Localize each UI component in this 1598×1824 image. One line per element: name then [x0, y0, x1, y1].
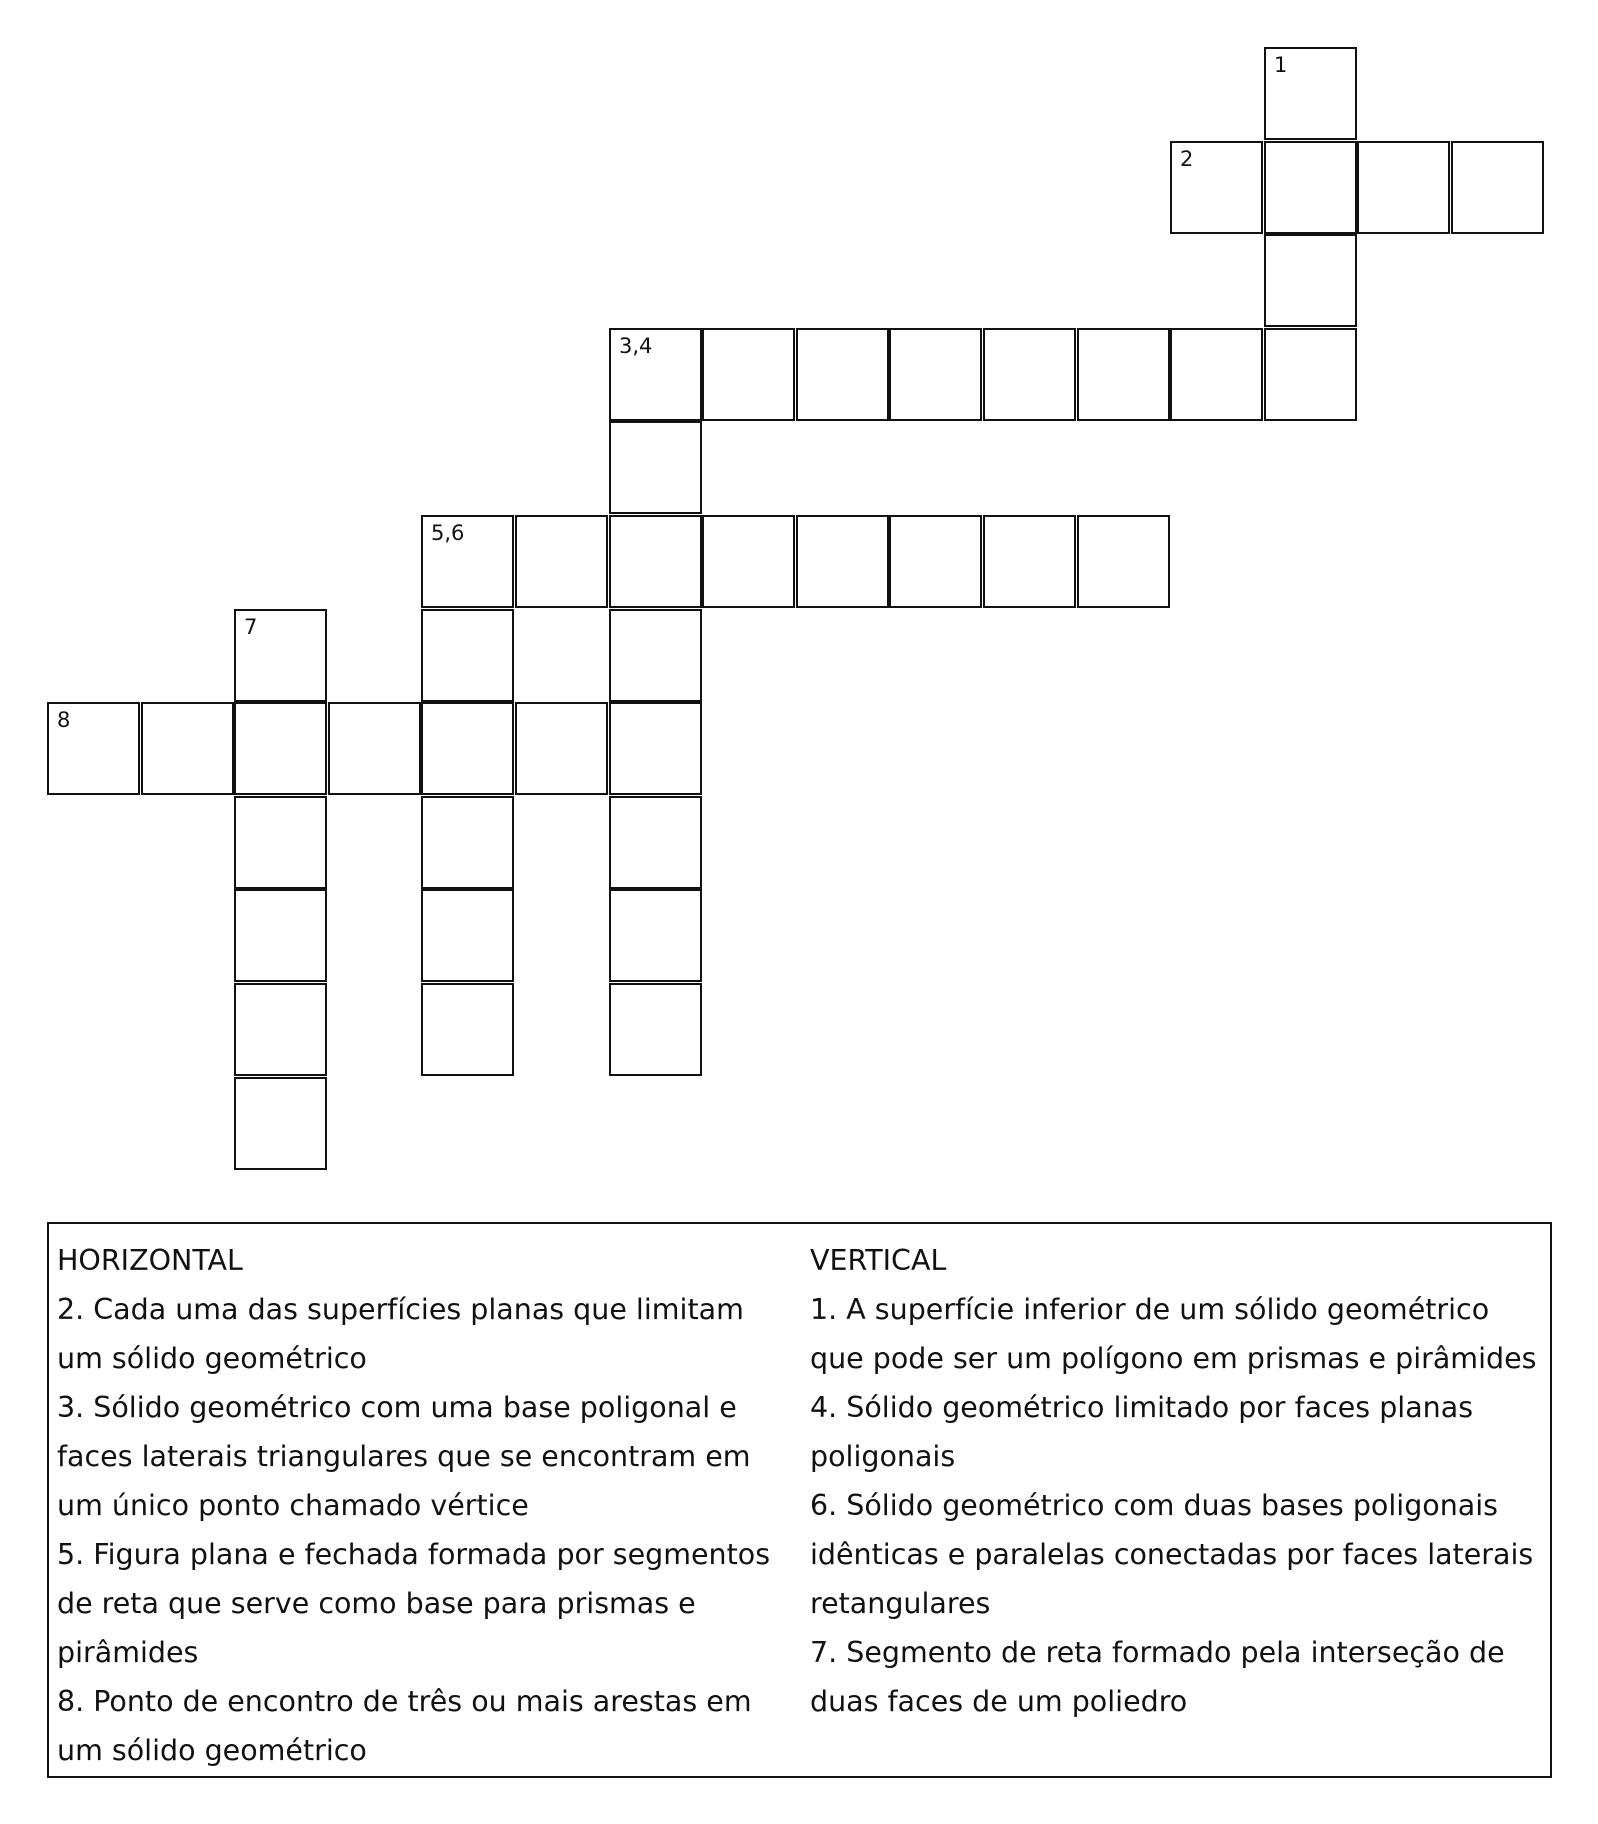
crossword-cell[interactable]: [234, 983, 327, 1076]
crossword-cell[interactable]: [515, 515, 608, 608]
horizontal-clue-2: 2. Cada uma das superfícies planas que limitam um sólido geométrico: [57, 1293, 744, 1375]
crossword-cell[interactable]: [421, 796, 514, 889]
horizontal-clue-8: 8. Ponto de encontro de três ou mais arestas em um sólido geométrico: [57, 1685, 752, 1767]
vertical-clue-6: 6. Sólido geométrico com duas bases poligonais idênticas e paralelas conectadas por faces laterais retangulares: [810, 1489, 1534, 1620]
crossword-cell[interactable]: [1077, 515, 1170, 608]
crossword-cell[interactable]: [1264, 234, 1357, 327]
crossword-cell[interactable]: [609, 421, 702, 514]
crossword-cell[interactable]: [1170, 141, 1263, 234]
vertical-clue-7: 7. Segmento de reta formado pela interseção de duas faces de um poliedro: [810, 1636, 1505, 1718]
crossword-cell[interactable]: [1264, 47, 1357, 140]
clue-number: 3,4: [619, 334, 653, 358]
clue-number: 1: [1274, 53, 1288, 77]
crossword-cell[interactable]: [1264, 141, 1357, 234]
crossword-cell[interactable]: [983, 328, 1076, 421]
crossword-cell[interactable]: [421, 515, 514, 608]
horizontal-clue-3: 3. Sólido geométrico com uma base poligonal e faces laterais triangulares que se encontram em um único ponto chamado vértice: [57, 1391, 751, 1522]
crossword-cell[interactable]: [421, 889, 514, 982]
crossword-cell[interactable]: [796, 328, 889, 421]
crossword-cell[interactable]: [702, 328, 795, 421]
crossword-cell[interactable]: [328, 702, 421, 795]
crossword-cell[interactable]: [983, 515, 1076, 608]
crossword-cell[interactable]: [1170, 328, 1263, 421]
clues-box: [47, 1222, 1552, 1778]
crossword-cell[interactable]: [421, 983, 514, 1076]
horizontal-clue-5: 5. Figura plana e fechada formada por segmentos de reta que serve como base para prismas e pirâmides: [57, 1538, 771, 1669]
crossword-cell[interactable]: [234, 796, 327, 889]
crossword-cell[interactable]: [47, 702, 140, 795]
clue-number: 2: [1180, 147, 1194, 171]
crossword-cell[interactable]: [421, 702, 514, 795]
crossword-cell[interactable]: [1357, 141, 1450, 234]
horizontal-heading: HORIZONTAL: [57, 1244, 243, 1277]
crossword-cell[interactable]: [796, 515, 889, 608]
crossword-cell[interactable]: [234, 702, 327, 795]
crossword-cell[interactable]: [234, 609, 327, 702]
crossword-cell[interactable]: [1077, 328, 1170, 421]
crossword-cell[interactable]: [889, 515, 982, 608]
crossword-cell[interactable]: [141, 702, 234, 795]
vertical-clue-4: 4. Sólido geométrico limitado por faces planas poligonais: [810, 1391, 1474, 1473]
crossword-cell[interactable]: [609, 796, 702, 889]
horizontal-clues: [57, 1236, 787, 1775]
crossword-cell[interactable]: [609, 609, 702, 702]
crossword-cell[interactable]: [609, 702, 702, 795]
vertical-clue-1: 1. A superfície inferior de um sólido geométrico que pode ser um polígono em prismas e pirâmides: [810, 1293, 1537, 1375]
crossword-cell[interactable]: [609, 328, 702, 421]
clue-number: 5,6: [431, 521, 465, 545]
vertical-clues: [810, 1236, 1540, 1726]
vertical-heading: VERTICAL: [810, 1244, 947, 1277]
crossword-cell[interactable]: [515, 702, 608, 795]
crossword-cell[interactable]: [609, 889, 702, 982]
clue-number: 7: [244, 615, 258, 639]
crossword-cell[interactable]: [702, 515, 795, 608]
crossword-cell[interactable]: [1451, 141, 1544, 234]
crossword-cell[interactable]: [889, 328, 982, 421]
crossword-cell[interactable]: [1264, 328, 1357, 421]
crossword-cell[interactable]: [609, 515, 702, 608]
crossword-cell[interactable]: [234, 1077, 327, 1170]
crossword-cell[interactable]: [234, 889, 327, 982]
crossword-cell[interactable]: [421, 609, 514, 702]
crossword-cell[interactable]: [609, 983, 702, 1076]
clue-number: 8: [57, 708, 71, 732]
